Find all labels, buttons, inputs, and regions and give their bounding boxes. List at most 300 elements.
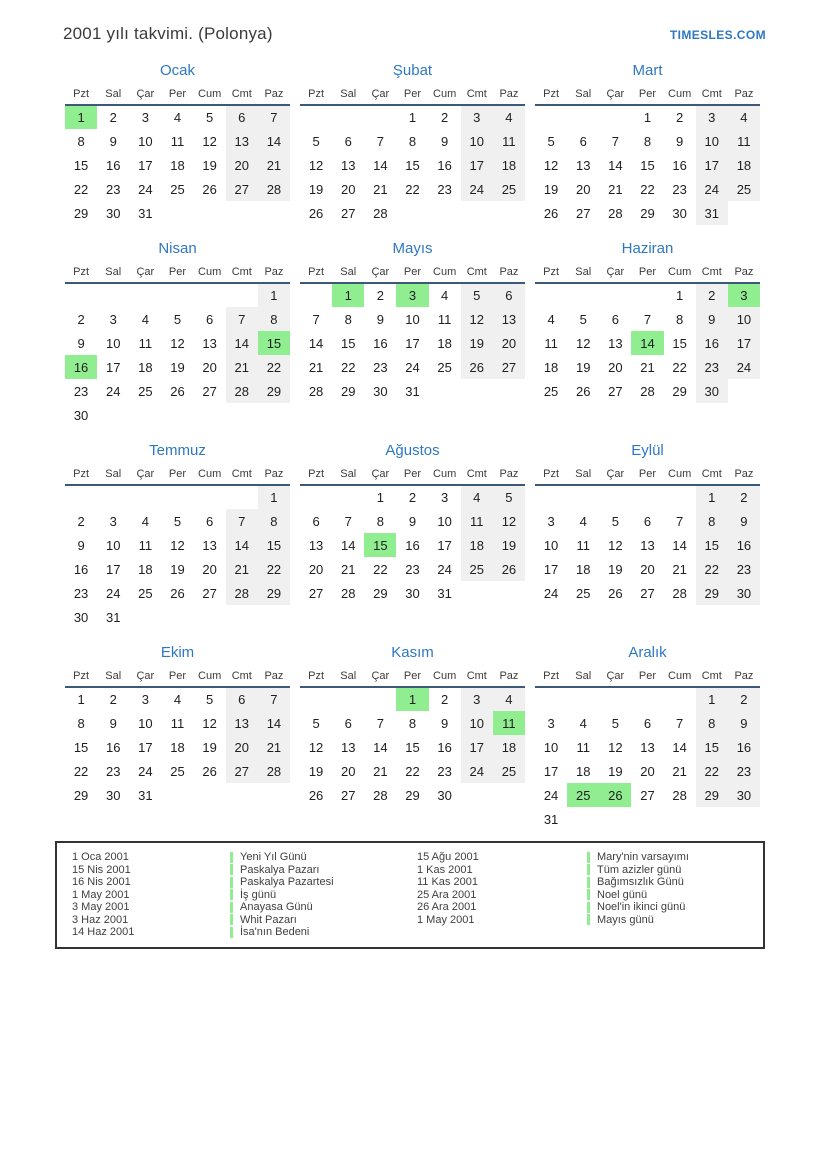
empty-day-cell <box>258 783 290 807</box>
holiday-day-cell: 1 <box>396 687 428 711</box>
day-cell: 30 <box>696 379 728 403</box>
day-cell: 14 <box>608 157 623 173</box>
day-cell: 8 <box>258 307 290 331</box>
month-aralık <box>535 643 760 831</box>
day-cell: 11 <box>576 537 590 553</box>
day-cell: 7 <box>676 513 684 529</box>
empty-day-cell <box>300 687 332 711</box>
empty-day-cell <box>599 807 631 831</box>
empty-day-cell <box>129 283 161 307</box>
day-cell: 4 <box>579 715 587 731</box>
legend-column-1 <box>72 851 417 939</box>
day-cell: 29 <box>373 585 388 601</box>
day-cell: 1 <box>258 283 290 307</box>
day-cell: 22 <box>73 181 89 197</box>
day-cell: 12 <box>543 157 559 173</box>
holiday-day-cell: 3 <box>396 283 428 307</box>
brand-link[interactable]: TIMESLES.COM <box>669 28 766 42</box>
legend-holiday-name <box>587 914 654 927</box>
empty-day-cell <box>664 687 696 711</box>
day-cell: 2 <box>728 687 760 711</box>
month-title: Ocak <box>159 62 195 79</box>
day-cell: 5 <box>173 513 182 529</box>
day-cell: 18 <box>493 735 525 759</box>
empty-day-cell <box>129 605 161 629</box>
month-table <box>300 465 525 605</box>
empty-day-cell <box>396 201 428 225</box>
day-cell: 23 <box>373 359 388 375</box>
day-cell: 25 <box>138 585 153 601</box>
weekday-header: Sal <box>567 465 599 485</box>
legend-holiday-name <box>587 851 689 864</box>
day-cell: 1 <box>643 110 652 125</box>
day-cell: 4 <box>461 485 493 509</box>
weekday-header: Cmt <box>226 465 258 485</box>
day-cell: 26 <box>202 763 217 779</box>
day-cell: 24 <box>543 585 559 601</box>
weekday-header: Paz <box>728 465 760 485</box>
day-cell: 27 <box>202 383 217 399</box>
day-cell: 21 <box>608 181 623 197</box>
day-cell: 28 <box>308 383 324 399</box>
day-cell: 23 <box>672 181 687 197</box>
day-cell: 31 <box>105 609 121 625</box>
weekday-header: Sal <box>332 85 364 105</box>
day-cell: 18 <box>543 359 559 375</box>
holiday-day-cell: 3 <box>728 283 760 307</box>
day-cell: 28 <box>373 205 388 221</box>
day-cell: 18 <box>138 561 153 577</box>
empty-day-cell <box>97 403 129 427</box>
weekday-header: Per <box>631 667 663 687</box>
month-temmuz <box>65 441 290 629</box>
holiday-marker-icon <box>230 877 233 888</box>
empty-day-cell <box>194 605 226 629</box>
weekday-header: Per <box>396 85 428 105</box>
day-cell: 18 <box>170 739 185 755</box>
weekday-header: Pzt <box>535 263 567 283</box>
day-cell: 29 <box>73 787 89 803</box>
day-cell: 24 <box>138 181 153 197</box>
weekday-header: Pzt <box>65 667 97 687</box>
day-cell: 21 <box>672 763 687 779</box>
day-cell: 31 <box>138 205 153 221</box>
empty-day-cell <box>97 283 129 307</box>
day-cell: 5 <box>547 133 555 149</box>
empty-day-cell <box>364 687 396 711</box>
weekday-header: Paz <box>258 465 290 485</box>
day-cell: 29 <box>405 787 420 803</box>
day-cell: 12 <box>308 157 324 173</box>
holiday-day-cell: 14 <box>631 331 663 355</box>
day-cell: 1 <box>77 692 85 707</box>
day-cell: 22 <box>258 557 290 581</box>
day-cell: 20 <box>202 359 217 375</box>
legend-holiday-name <box>587 864 681 877</box>
weekday-header: Çar <box>129 667 161 687</box>
weekday-header: Pzt <box>535 85 567 105</box>
month-eylül <box>535 441 760 605</box>
day-cell: 6 <box>344 133 352 149</box>
day-cell: 11 <box>437 311 452 327</box>
legend-holiday-label: Noel günü <box>597 888 648 901</box>
weekday-header: Cum <box>194 667 226 687</box>
day-cell: 30 <box>105 787 121 803</box>
day-cell: 10 <box>105 537 121 553</box>
day-cell: 19 <box>543 181 559 197</box>
month-title: Nisan <box>158 240 197 257</box>
legend-holiday-name <box>587 876 684 889</box>
empty-day-cell <box>258 403 290 427</box>
legend-holiday-name <box>230 864 319 877</box>
legend-column-2 <box>417 851 763 939</box>
empty-day-cell <box>535 687 567 711</box>
day-cell: 25 <box>138 383 153 399</box>
day-cell: 30 <box>73 609 89 625</box>
month-table <box>300 667 525 807</box>
holiday-day-cell: 16 <box>65 355 97 379</box>
empty-day-cell <box>364 105 396 129</box>
day-cell: 4 <box>547 311 555 327</box>
day-cell: 17 <box>138 157 153 173</box>
empty-day-cell <box>429 379 461 403</box>
legend-holiday-label: Noel'in ikinci günü <box>597 901 686 913</box>
day-cell: 16 <box>105 157 121 173</box>
day-cell: 23 <box>73 383 89 399</box>
day-cell: 28 <box>340 585 356 601</box>
day-cell: 7 <box>376 715 384 731</box>
day-cell: 9 <box>441 133 449 149</box>
empty-day-cell <box>258 201 290 225</box>
empty-day-cell <box>332 485 364 509</box>
day-cell: 24 <box>696 177 728 201</box>
weekday-header: Cum <box>194 465 226 485</box>
day-cell: 16 <box>73 561 89 577</box>
day-cell: 8 <box>696 711 728 735</box>
weekday-header: Paz <box>728 85 760 105</box>
month-table <box>65 263 290 427</box>
day-cell: 10 <box>543 537 559 553</box>
day-cell: 13 <box>308 537 324 553</box>
day-cell: 15 <box>696 735 728 759</box>
day-cell: 25 <box>461 557 493 581</box>
day-cell: 2 <box>109 110 117 125</box>
day-cell: 15 <box>672 335 687 351</box>
empty-day-cell <box>161 605 193 629</box>
day-cell: 10 <box>461 711 493 735</box>
legend-date: 1 May 2001 <box>417 913 475 926</box>
weekday-header: Per <box>161 85 193 105</box>
day-cell: 15 <box>340 335 356 351</box>
weekday-header: Sal <box>97 667 129 687</box>
day-cell: 31 <box>696 201 728 225</box>
legend-holiday-label: Tüm azizler günü <box>597 863 682 876</box>
day-cell: 19 <box>608 763 623 779</box>
day-cell: 27 <box>226 177 258 201</box>
day-cell: 13 <box>340 739 356 755</box>
empty-day-cell <box>493 783 525 807</box>
day-cell: 27 <box>340 787 356 803</box>
weekday-header: Çar <box>364 465 396 485</box>
weekday-header: Sal <box>97 465 129 485</box>
day-cell: 6 <box>344 715 352 731</box>
day-cell: 14 <box>373 157 388 173</box>
weekday-header: Cum <box>429 465 461 485</box>
empty-day-cell <box>599 687 631 711</box>
empty-day-cell <box>300 105 332 129</box>
day-cell: 20 <box>640 763 655 779</box>
holiday-marker-icon <box>587 852 590 863</box>
day-cell: 28 <box>373 787 388 803</box>
month-title: Kasım <box>391 644 434 661</box>
legend-date: 3 Haz 2001 <box>72 913 129 926</box>
day-cell: 29 <box>258 379 290 403</box>
holiday-marker-icon <box>587 877 590 888</box>
day-cell: 11 <box>170 715 185 731</box>
holiday-marker-icon <box>587 889 590 900</box>
empty-day-cell <box>535 105 567 129</box>
day-cell: 10 <box>138 133 153 149</box>
weekday-header: Paz <box>728 263 760 283</box>
day-cell: 9 <box>728 711 760 735</box>
day-cell: 26 <box>575 383 591 399</box>
day-cell: 29 <box>640 205 655 221</box>
day-cell: 22 <box>340 359 356 375</box>
day-cell: 25 <box>575 585 591 601</box>
day-cell: 12 <box>202 715 217 731</box>
weekday-header: Per <box>161 465 193 485</box>
day-cell: 27 <box>640 787 655 803</box>
day-cell: 13 <box>202 335 217 351</box>
empty-day-cell <box>461 783 493 807</box>
day-cell: 6 <box>312 513 320 529</box>
month-title: Temmuz <box>149 442 206 459</box>
day-cell: 17 <box>543 561 559 577</box>
empty-day-cell <box>161 783 193 807</box>
day-cell: 24 <box>405 359 420 375</box>
day-cell: 30 <box>105 205 121 221</box>
empty-day-cell <box>567 807 599 831</box>
calendar-year-grid <box>65 61 762 831</box>
empty-day-cell <box>194 283 226 307</box>
month-table <box>535 263 760 403</box>
weekday-header: Pzt <box>300 667 332 687</box>
day-cell: 26 <box>608 585 623 601</box>
empty-day-cell <box>664 807 696 831</box>
legend-row <box>72 851 417 864</box>
day-cell: 27 <box>308 585 324 601</box>
weekday-header: Pzt <box>300 465 332 485</box>
day-cell: 25 <box>543 383 559 399</box>
day-cell: 27 <box>575 205 591 221</box>
day-cell: 27 <box>202 585 217 601</box>
empty-day-cell <box>631 283 663 307</box>
legend-holiday-name <box>230 901 313 914</box>
day-cell: 30 <box>672 205 687 221</box>
weekday-header: Cmt <box>461 85 493 105</box>
day-cell: 8 <box>408 133 417 149</box>
day-cell: 23 <box>105 763 121 779</box>
day-cell: 14 <box>258 129 290 153</box>
day-cell: 6 <box>579 133 587 149</box>
weekday-header: Çar <box>364 85 396 105</box>
day-cell: 10 <box>728 307 760 331</box>
holiday-marker-icon <box>587 864 590 875</box>
day-cell: 15 <box>405 739 420 755</box>
legend-holiday-label: Mary'nin varsayımı <box>597 851 689 863</box>
empty-day-cell <box>65 283 97 307</box>
holiday-marker-icon <box>230 889 233 900</box>
weekday-header: Pzt <box>65 85 97 105</box>
day-cell: 24 <box>543 787 559 803</box>
day-cell: 9 <box>376 311 384 327</box>
day-cell: 10 <box>461 129 493 153</box>
day-cell: 5 <box>173 311 182 327</box>
day-cell: 7 <box>312 311 320 327</box>
day-cell: 3 <box>441 490 449 505</box>
weekday-header: Paz <box>493 667 525 687</box>
empty-day-cell <box>332 105 364 129</box>
weekday-header: Cmt <box>461 263 493 283</box>
legend-date: 15 Ağu 2001 <box>417 851 479 863</box>
day-cell: 12 <box>202 133 217 149</box>
empty-day-cell <box>599 283 631 307</box>
day-cell: 7 <box>676 715 684 731</box>
weekday-header: Çar <box>599 667 631 687</box>
month-title: Mart <box>632 62 663 79</box>
day-cell: 13 <box>226 711 258 735</box>
legend-holiday-name <box>230 889 276 902</box>
day-cell: 8 <box>696 509 728 533</box>
weekday-header: Per <box>396 667 428 687</box>
day-cell: 31 <box>437 585 452 601</box>
day-cell: 5 <box>611 513 619 529</box>
day-cell: 25 <box>170 763 185 779</box>
month-ocak <box>65 61 290 225</box>
legend-date: 14 Haz 2001 <box>72 926 135 938</box>
empty-day-cell <box>631 687 663 711</box>
day-cell: 22 <box>640 181 655 197</box>
weekday-header: Cmt <box>226 667 258 687</box>
weekday-header: Cmt <box>226 263 258 283</box>
day-cell: 15 <box>405 157 420 173</box>
month-table <box>65 465 290 629</box>
month-title: Şubat <box>392 62 433 79</box>
holiday-day-cell: 1 <box>65 105 97 129</box>
day-cell: 21 <box>226 355 258 379</box>
empty-day-cell <box>631 485 663 509</box>
legend-row <box>72 876 417 889</box>
weekday-header: Sal <box>567 263 599 283</box>
day-cell: 8 <box>676 311 684 327</box>
day-cell: 18 <box>170 157 185 173</box>
day-cell: 9 <box>77 335 85 351</box>
day-cell: 26 <box>308 787 324 803</box>
day-cell: 11 <box>576 739 590 755</box>
day-cell: 4 <box>728 105 760 129</box>
day-cell: 29 <box>340 383 356 399</box>
weekday-header: Cum <box>664 465 696 485</box>
day-cell: 5 <box>206 692 214 707</box>
day-cell: 22 <box>696 759 728 783</box>
day-cell: 27 <box>493 355 525 379</box>
day-cell: 22 <box>405 763 420 779</box>
day-cell: 19 <box>461 331 493 355</box>
legend-date: 16 Nis 2001 <box>72 876 131 888</box>
day-cell: 4 <box>493 687 525 711</box>
day-cell: 18 <box>461 533 493 557</box>
day-cell: 5 <box>579 311 587 327</box>
day-cell: 14 <box>226 331 258 355</box>
weekday-header: Cum <box>664 85 696 105</box>
holiday-marker-icon <box>587 914 590 925</box>
day-cell: 22 <box>258 355 290 379</box>
day-cell: 24 <box>437 561 452 577</box>
day-cell: 30 <box>405 585 420 601</box>
day-cell: 3 <box>109 513 117 529</box>
empty-day-cell <box>567 687 599 711</box>
day-cell: 18 <box>437 335 452 351</box>
empty-day-cell <box>567 283 599 307</box>
day-cell: 28 <box>672 787 687 803</box>
month-title: Mayıs <box>392 240 433 257</box>
day-cell: 6 <box>206 311 214 327</box>
day-cell: 28 <box>608 205 623 221</box>
empty-day-cell <box>194 485 226 509</box>
day-cell: 3 <box>141 110 149 125</box>
day-cell: 14 <box>308 335 324 351</box>
empty-day-cell <box>631 807 663 831</box>
day-cell: 30 <box>73 407 89 423</box>
day-cell: 30 <box>437 787 452 803</box>
weekday-header: Pzt <box>300 263 332 283</box>
day-cell: 16 <box>373 335 388 351</box>
day-cell: 21 <box>226 557 258 581</box>
day-cell: 14 <box>340 537 356 553</box>
weekday-header: Sal <box>97 263 129 283</box>
empty-day-cell <box>429 201 461 225</box>
day-cell: 8 <box>376 513 384 529</box>
weekday-header: Çar <box>129 263 161 283</box>
legend-holiday-name <box>230 851 307 864</box>
day-cell: 9 <box>109 133 117 149</box>
day-cell: 11 <box>138 335 153 351</box>
day-cell: 19 <box>308 181 324 197</box>
day-cell: 21 <box>308 359 324 375</box>
day-cell: 18 <box>493 153 525 177</box>
day-cell: 4 <box>579 513 587 529</box>
day-cell: 20 <box>308 561 324 577</box>
empty-day-cell <box>129 403 161 427</box>
empty-day-cell <box>194 783 226 807</box>
month-table <box>535 465 760 605</box>
holiday-marker-icon <box>230 902 233 913</box>
day-cell: 13 <box>340 157 356 173</box>
weekday-header: Pzt <box>535 667 567 687</box>
empty-day-cell <box>567 485 599 509</box>
weekday-header: Sal <box>332 465 364 485</box>
day-cell: 25 <box>493 759 525 783</box>
holiday-marker-icon <box>230 852 233 863</box>
day-cell: 13 <box>575 157 591 173</box>
day-cell: 2 <box>408 490 417 505</box>
day-cell: 6 <box>643 715 652 731</box>
day-cell: 3 <box>461 687 493 711</box>
day-cell: 7 <box>643 311 652 327</box>
day-cell: 17 <box>437 537 452 553</box>
day-cell: 16 <box>405 537 420 553</box>
day-cell: 30 <box>373 383 388 399</box>
